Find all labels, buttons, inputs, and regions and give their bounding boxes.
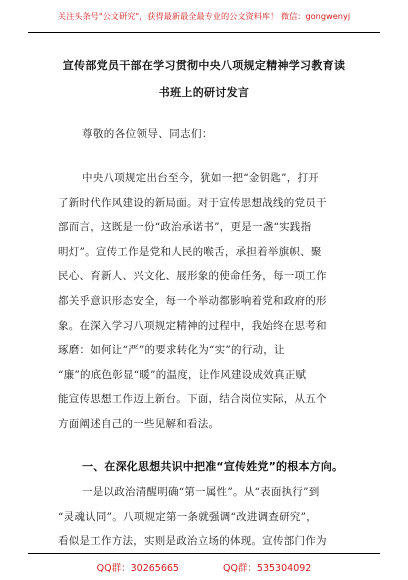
paragraph-line: 都关乎意识形态安全，每一个举动都影响着党和政府的形 (58, 294, 327, 307)
paragraph-line: 象。在深入学习八项规定精神的过程中，我始终在思考和 (58, 319, 327, 332)
paragraph-line: 民心、育新人、兴文化、展形象的使命任务，每一项工作 (58, 270, 327, 283)
paragraph-line: 部而言，这既是一份“政治承诺书”，更是一盏“实践指 (58, 221, 312, 234)
paragraph-line: 了新时代作风建设的新局面。对于宣传思想战线的党员干 (58, 196, 327, 209)
paragraph-line: “廉”的底色彰显“暖”的温度，让作风建设成效真正赋 (58, 368, 307, 381)
paragraph-line: 能宣传思想工作迈上新台。下面，结合岗位实际，从五个 (58, 393, 327, 406)
paragraph-2 (58, 480, 364, 554)
paragraph-line: 方面阐述自己的一些见解和看法。 (58, 417, 220, 430)
title-line-1: 宣传部党员干部在学习贯彻中央八项规定精神学习教育读 (62, 59, 346, 72)
paragraph-line: 明灯”。宣传工作是党和人民的喉舌，承担着举旗帜、聚 (58, 245, 322, 258)
paragraph-line: 一是以政治清醒明确“第一属性”。从“表面执行”到 (82, 486, 320, 498)
footer-qq-group-1: QQ群：30265665 (96, 563, 179, 574)
paragraph-line: 看似是工作方法，实则是政治立场的体现。宣传部门作为 (58, 535, 327, 548)
title-line-2: 书班上的研讨发言 (158, 86, 250, 99)
footer-qq-group-2: QQ群：535304092 (222, 563, 312, 574)
document-title (50, 52, 358, 106)
paragraph-line: 琢磨：如何让“严”的要求转化为“实”的行动，让 (58, 344, 285, 357)
header-banner-text: 关注头条号"公文研究"，获得最新最全最专业的公文资料库！ 微信：gongwenyj (57, 11, 351, 21)
header-banner (28, 6, 380, 33)
section-heading-1: 一、在深化思想共识中把准“宣传姓党”的根本方向。 (82, 460, 344, 473)
footer-text (97, 560, 312, 574)
footer-bar (28, 553, 380, 574)
paragraph-1 (58, 166, 364, 437)
paragraph-line: “灵魂认同”。八项规定第一条就强调“改进调查研究”， (58, 510, 317, 523)
paragraph-line: 中央八项规定出台至今，犹如一把“金钥匙”，打开 (82, 172, 319, 184)
salutation: 尊敬的各位领导、同志们： (82, 128, 213, 140)
